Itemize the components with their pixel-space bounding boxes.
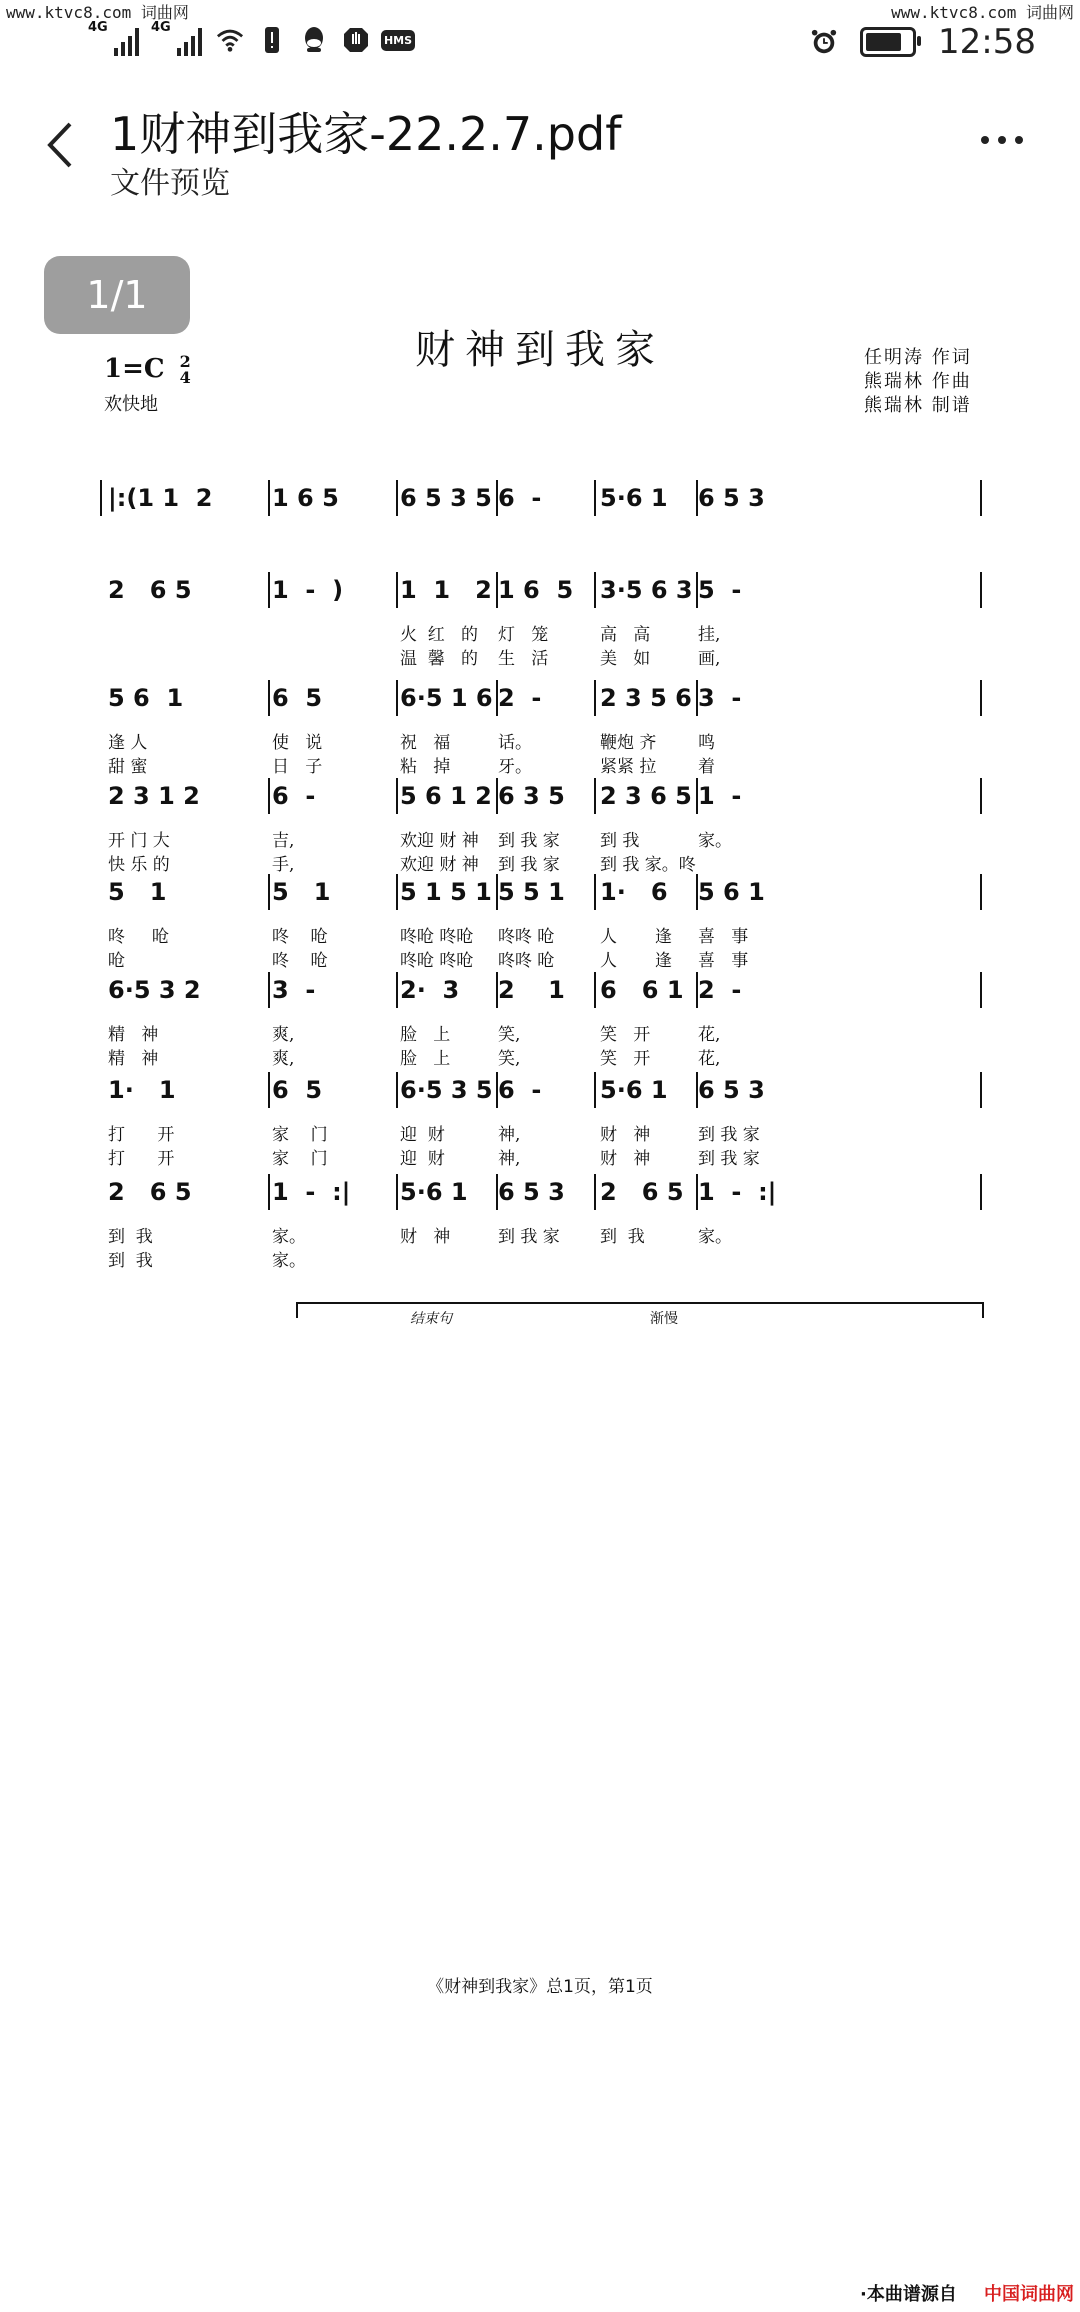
lyric-verse-1: 笑 开 <box>600 1025 651 1045</box>
barline <box>980 874 982 910</box>
measure-notes: 5·6 1 <box>400 1178 468 1206</box>
measure-notes: 2 1 <box>498 976 565 1004</box>
ending-bracket <box>296 1302 984 1318</box>
lyric-verse-1: 灯 笼 <box>498 625 549 645</box>
hand-icon <box>342 25 370 55</box>
barline <box>980 680 982 716</box>
measure-notes: 6 - <box>498 1076 542 1104</box>
barline <box>396 680 398 716</box>
measure-notes: 5 1 5 1 <box>400 878 492 906</box>
measure-notes: 5 1 <box>272 878 331 906</box>
lyric-verse-1: 话。 <box>498 733 532 753</box>
composer-credit: 熊瑞林 作曲 <box>864 371 972 392</box>
barline <box>396 1072 398 1108</box>
lyric-verse-1: 家。 <box>272 1227 306 1247</box>
lyric-verse-2: 咚 呛 <box>272 951 328 971</box>
lyric-verse-1: 打 开 <box>108 1125 175 1145</box>
barline <box>980 778 982 814</box>
barline <box>594 1174 596 1210</box>
measure-notes: 1· 1 <box>108 1076 176 1104</box>
lyric-verse-1: 喜 事 <box>698 927 749 947</box>
hms-icon: HMS <box>384 25 412 55</box>
measure-notes: 2 6 5 <box>108 1178 192 1206</box>
watermark-left: www.ktvc8.com 词曲网 <box>6 3 189 22</box>
lyric-verse-1: 到 我 <box>108 1227 153 1247</box>
measure-notes: 5·6 1 <box>600 1076 668 1104</box>
measure-notes: 6 - <box>272 782 316 810</box>
lyric-verse-2: 到 我 家 <box>698 1149 760 1169</box>
lyric-verse-2: 喜 事 <box>698 951 749 971</box>
lyric-verse-1: 火 红 的 <box>400 625 479 645</box>
lyric-verse-1: 家 门 <box>272 1125 328 1145</box>
lyric-verse-1: 欢迎 财 神 <box>400 831 479 851</box>
measure-notes: 1 - <box>698 782 742 810</box>
lyric-verse-2: 迎 财 <box>400 1149 445 1169</box>
measure-notes: 3 - <box>272 976 316 1004</box>
status-bar <box>0 18 1080 78</box>
page-indicator: 1/1 <box>44 256 190 334</box>
ritardando-label: 渐慢 <box>650 1311 678 1327</box>
measure-notes: 6·5 3 5 <box>400 1076 493 1104</box>
measure-notes: 2 6 5 <box>600 1178 684 1206</box>
file-subtitle: 文件预览 <box>110 166 230 201</box>
dot-icon <box>981 136 989 144</box>
measure-notes: 3·5 6 3 <box>600 576 693 604</box>
lyric-verse-1: 挂, <box>698 625 721 645</box>
lyric-verse-1: 迎 财 <box>400 1125 445 1145</box>
clock: 12:58 <box>938 22 1036 62</box>
measure-notes: 5 6 1 2 <box>400 782 492 810</box>
lyric-verse-2: 欢迎 财 神 <box>400 855 479 875</box>
barline <box>980 1072 982 1108</box>
lyric-verse-2: 财 神 <box>600 1149 651 1169</box>
measure-notes: 6 5 <box>272 1076 323 1104</box>
tempo-marking: 欢快地 <box>104 394 158 415</box>
lyric-verse-2: 咚咚 呛 <box>498 951 555 971</box>
pdf-page[interactable] <box>0 300 1080 1997</box>
barline <box>396 480 398 516</box>
app-bar <box>0 90 1080 210</box>
ending-label: 结束句 <box>410 1311 452 1327</box>
barline <box>980 572 982 608</box>
measure-notes: 1 - :| <box>698 1178 777 1206</box>
lyric-verse-2: 到 我 家 <box>498 855 560 875</box>
lyric-verse-1: 高 高 <box>600 625 651 645</box>
lyric-verse-2: 美 如 <box>600 649 651 669</box>
lyric-verse-2: 笑, <box>498 1049 521 1069</box>
measure-notes: 6 - <box>498 484 542 512</box>
lyric-verse-2: 温 馨 的 <box>400 649 479 669</box>
lyric-verse-2: 生 活 <box>498 649 549 669</box>
measure-notes: 6 5 3 <box>498 1178 565 1206</box>
measure-notes: 5·6 1 <box>600 484 668 512</box>
lyric-verse-1: 爽, <box>272 1025 295 1045</box>
barline <box>268 480 270 516</box>
lyricist-credit: 任明涛 作词 <box>864 347 972 368</box>
barline <box>268 680 270 716</box>
alarm-icon <box>810 27 838 57</box>
lyric-verse-1: 咚 呛 <box>108 927 170 947</box>
lyric-verse-1: 脸 上 <box>400 1025 451 1045</box>
signal-1-icon: 4G <box>90 24 139 56</box>
song-title: 财神到我家 <box>415 327 665 373</box>
lyric-verse-1: 家。 <box>698 831 732 851</box>
back-button[interactable] <box>34 110 84 180</box>
lyric-verse-1: 咚咚 呛 <box>498 927 555 947</box>
barline <box>396 572 398 608</box>
measure-notes: 3 - <box>698 684 742 712</box>
lyric-verse-2: 粘 掉 <box>400 757 451 777</box>
lyric-verse-1: 祝 福 <box>400 733 451 753</box>
wifi-icon <box>216 25 244 55</box>
measure-notes: |:(1 1 2 <box>108 484 213 512</box>
measure-notes: 1· 6 <box>600 878 668 906</box>
lyric-verse-1: 家。 <box>698 1227 732 1247</box>
qq-icon <box>300 25 328 55</box>
measure-notes: 6·5 1 6 <box>400 684 493 712</box>
measure-notes: 5 1 <box>108 878 167 906</box>
lyric-verse-1: 吉, <box>272 831 295 851</box>
lyric-verse-2: 家。 <box>272 1251 306 1271</box>
key-signature: 1=C 2 4 <box>104 352 191 387</box>
lyric-verse-1: 使 说 <box>272 733 323 753</box>
barline <box>594 874 596 910</box>
barline <box>980 972 982 1008</box>
lyric-verse-1: 到 我 家 <box>498 1227 560 1247</box>
barline <box>100 480 102 516</box>
chevron-left-icon <box>44 120 74 170</box>
measure-notes: 2 3 5 6 <box>600 684 692 712</box>
barline <box>594 972 596 1008</box>
lyric-verse-2: 脸 上 <box>400 1049 451 1069</box>
barline <box>594 572 596 608</box>
lyric-verse-1: 财 神 <box>600 1125 651 1145</box>
lyric-verse-1: 财 神 <box>400 1227 451 1247</box>
lyric-verse-1: 精 神 <box>108 1025 159 1045</box>
signal-2-icon: 4G <box>153 24 202 56</box>
measure-notes: 5 5 1 <box>498 878 565 906</box>
lyric-verse-2: 花, <box>698 1049 721 1069</box>
barline <box>396 874 398 910</box>
measure-notes: 5 6 1 <box>698 878 765 906</box>
credits <box>864 346 972 418</box>
lyric-verse-2: 笑 开 <box>600 1049 651 1069</box>
measure-notes: 6 6 1 <box>600 976 684 1004</box>
lyric-verse-1: 开 门 大 <box>108 831 170 851</box>
measure-notes: 2 6 5 <box>108 576 192 604</box>
barline <box>594 1072 596 1108</box>
measure-notes: 2 - <box>698 976 742 1004</box>
lyric-verse-1: 咚呛 咚呛 <box>400 927 474 947</box>
barline <box>396 778 398 814</box>
measure-notes: 6 5 3 <box>698 1076 765 1104</box>
bottom-watermark: ·本曲谱源自 中国词曲网 <box>860 2284 1074 2305</box>
measure-notes: 6 5 <box>272 684 323 712</box>
battery-icon <box>860 27 916 57</box>
arranger-credit: 熊瑞林 制谱 <box>864 395 972 416</box>
measure-notes: 5 6 1 <box>108 684 184 712</box>
lyric-verse-2: 甜 蜜 <box>108 757 148 777</box>
barline <box>594 480 596 516</box>
barline <box>396 1174 398 1210</box>
barline <box>268 1174 270 1210</box>
measure-notes: 6·5 3 2 <box>108 976 201 1004</box>
lyric-verse-2: 人 逢 <box>600 951 672 971</box>
lyric-verse-1: 神, <box>498 1125 521 1145</box>
barline <box>268 572 270 608</box>
measure-notes: 6 3 5 <box>498 782 565 810</box>
lyric-verse-1: 鸣 <box>698 733 715 753</box>
lyric-verse-2: 咚呛 咚呛 <box>400 951 474 971</box>
barline <box>268 1072 270 1108</box>
alert-icon <box>258 25 286 55</box>
measure-notes: 2 3 1 2 <box>108 782 200 810</box>
measure-notes: 6 5 3 <box>698 484 765 512</box>
barline <box>268 972 270 1008</box>
barline <box>594 778 596 814</box>
lyric-verse-1: 笑, <box>498 1025 521 1045</box>
measure-notes: 1 - ) <box>272 576 344 604</box>
barline <box>268 778 270 814</box>
lyric-verse-2: 打 开 <box>108 1149 175 1169</box>
measure-notes: 1 6 5 <box>498 576 574 604</box>
lyric-verse-2: 神, <box>498 1149 521 1169</box>
lyric-verse-1: 逢 人 <box>108 733 148 753</box>
lyric-verse-1: 到 我 家 <box>698 1125 760 1145</box>
watermark-right: www.ktvc8.com 词曲网 <box>891 3 1074 22</box>
barline <box>268 874 270 910</box>
measure-notes: 1 - :| <box>272 1178 351 1206</box>
lyric-verse-2: 快 乐 的 <box>108 855 170 875</box>
lyric-verse-2: 着 <box>698 757 715 777</box>
lyric-verse-1: 到 我 <box>600 831 640 851</box>
measure-notes: 6 5 3 5 <box>400 484 492 512</box>
measure-notes: 2 - <box>498 684 542 712</box>
lyric-verse-1: 花, <box>698 1025 721 1045</box>
lyric-verse-2: 到 我 家。咚 <box>600 855 696 875</box>
lyric-verse-2: 日 子 <box>272 757 323 777</box>
lyric-verse-2: 精 神 <box>108 1049 159 1069</box>
barline <box>980 480 982 516</box>
measure-notes: 2· 3 <box>400 976 460 1004</box>
lyric-verse-2: 爽, <box>272 1049 295 1069</box>
lyric-verse-1: 到 我 <box>600 1227 645 1247</box>
dot-icon <box>1015 136 1023 144</box>
measure-notes: 1 1 2 <box>400 576 492 604</box>
barline <box>594 680 596 716</box>
dot-icon <box>998 136 1006 144</box>
more-options-button[interactable] <box>972 120 1032 160</box>
lyric-verse-1: 咚 呛 <box>272 927 328 947</box>
lyric-verse-2: 家 门 <box>272 1149 328 1169</box>
measure-notes: 2 3 6 5 <box>600 782 692 810</box>
page-footer: 《财神到我家》总1页，第1页 <box>427 1977 653 1997</box>
lyric-verse-1: 到 我 家 <box>498 831 560 851</box>
lyric-verse-1: 人 逢 <box>600 927 672 947</box>
lyric-verse-2: 到 我 <box>108 1251 153 1271</box>
lyric-verse-2: 紧紧 拉 <box>600 757 657 777</box>
lyric-verse-2: 画, <box>698 649 721 669</box>
barline <box>396 972 398 1008</box>
lyric-verse-2: 牙。 <box>498 757 532 777</box>
lyric-verse-2: 手, <box>272 855 295 875</box>
lyric-verse-1: 鞭炮 齐 <box>600 733 657 753</box>
barline <box>980 1174 982 1210</box>
file-title: 1财神到我家-22.2.7.pdf <box>110 107 622 161</box>
lyric-verse-2: 呛 <box>108 951 125 971</box>
measure-notes: 5 - <box>698 576 742 604</box>
measure-notes: 1 6 5 <box>272 484 339 512</box>
